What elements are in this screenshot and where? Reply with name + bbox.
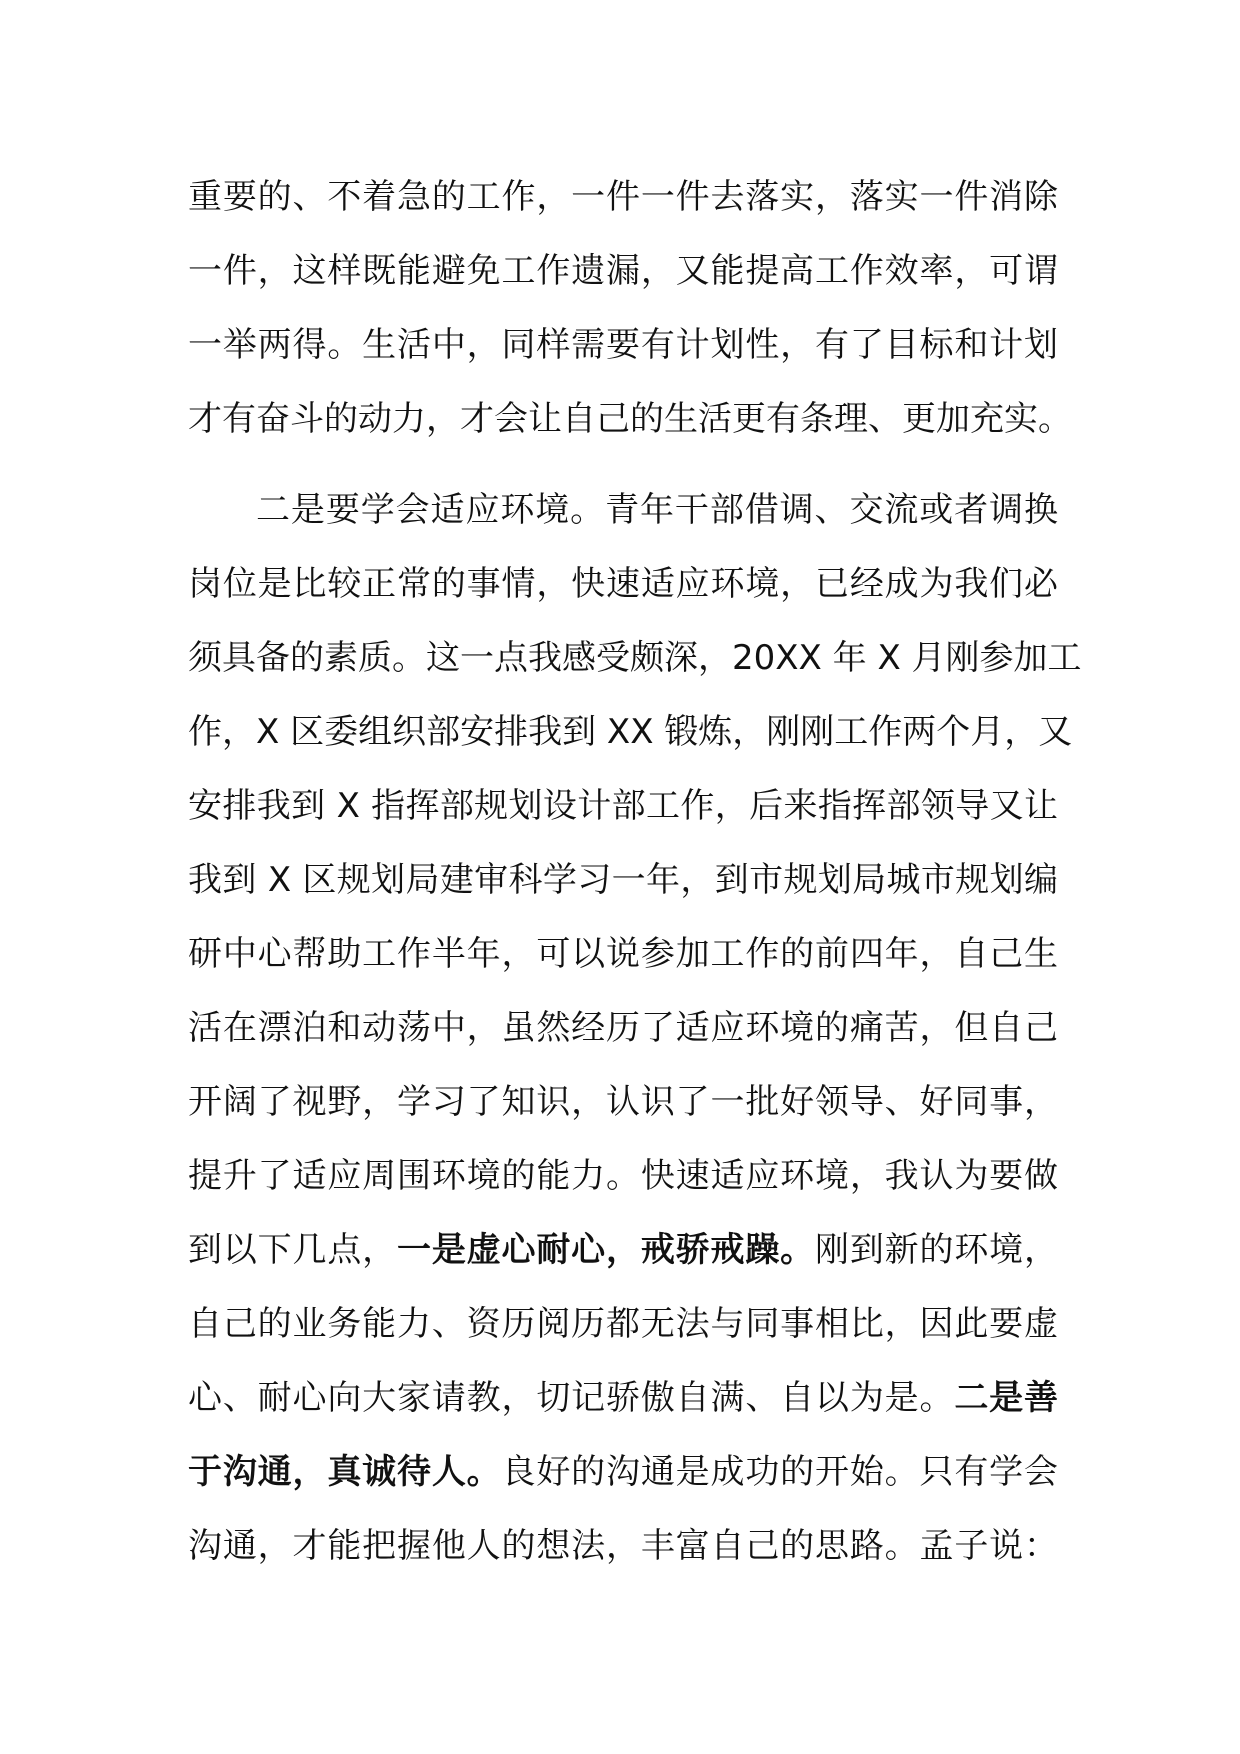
- text-span: 到以下几点，: [188, 1230, 397, 1270]
- bold-text: 一是虚心耐心，戒骄戒躁。: [397, 1230, 815, 1270]
- text-span: 刚到新的环境，: [815, 1230, 1058, 1270]
- text-line: 研中心帮助工作半年，可以说参加工作的前四年，自己生: [188, 934, 1058, 974]
- text-line: 一件，这样既能避免工作遗漏，又能提高工作效率，可谓: [188, 251, 1058, 291]
- text-line: 安排我到 X 指挥部规划设计部工作，后来指挥部领导又让: [188, 786, 1058, 826]
- bold-text: 于沟通，真诚待人。: [188, 1452, 502, 1492]
- text-line: [188, 1213, 1058, 1287]
- text-line: 活在漂泊和动荡中，虽然经历了适应环境的痛苦，但自己: [188, 1008, 1058, 1048]
- bold-text: 二是善: [954, 1378, 1059, 1418]
- text-span: 良好的沟通是成功的开始。只有学会: [501, 1452, 1058, 1492]
- text-line: 自己的业务能力、资历阅历都无法与同事相比，因此要虚: [188, 1304, 1058, 1344]
- text-line: 重要的、不着急的工作，一件一件去落实，落实一件消除: [188, 177, 1058, 217]
- text-line: 才有奋斗的动力，才会让自己的生活更有条理、更加充实。: [188, 399, 1072, 439]
- text-line: [188, 1361, 1058, 1435]
- text-line: 二是要学会适应环境。青年干部借调、交流或者调换: [256, 490, 1058, 530]
- text-line: 沟通，才能把握他人的想法，丰富自己的思路。孟子说：: [188, 1526, 1058, 1566]
- text-line: 提升了适应周围环境的能力。快速适应环境，我认为要做: [188, 1156, 1058, 1196]
- text-line: 岗位是比较正常的事情，快速适应环境，已经成为我们必: [188, 564, 1058, 604]
- text-line: 须具备的素质。这一点我感受颇深，20XX 年 X 月刚参加工: [188, 638, 1082, 678]
- text-line: [188, 1435, 1058, 1509]
- text-span: 心、耐心向大家请教，切记骄傲自满、自以为是。: [188, 1378, 955, 1418]
- text-line: 我到 X 区规划局建审科学习一年，到市规划局城市规划编: [188, 860, 1058, 900]
- text-line: 开阔了视野，学习了知识，认识了一批好领导、好同事，: [188, 1082, 1058, 1122]
- text-line: 一举两得。生活中，同样需要有计划性，有了目标和计划: [188, 325, 1058, 365]
- text-line: 作，X 区委组织部安排我到 XX 锻炼，刚刚工作两个月，又: [188, 712, 1073, 752]
